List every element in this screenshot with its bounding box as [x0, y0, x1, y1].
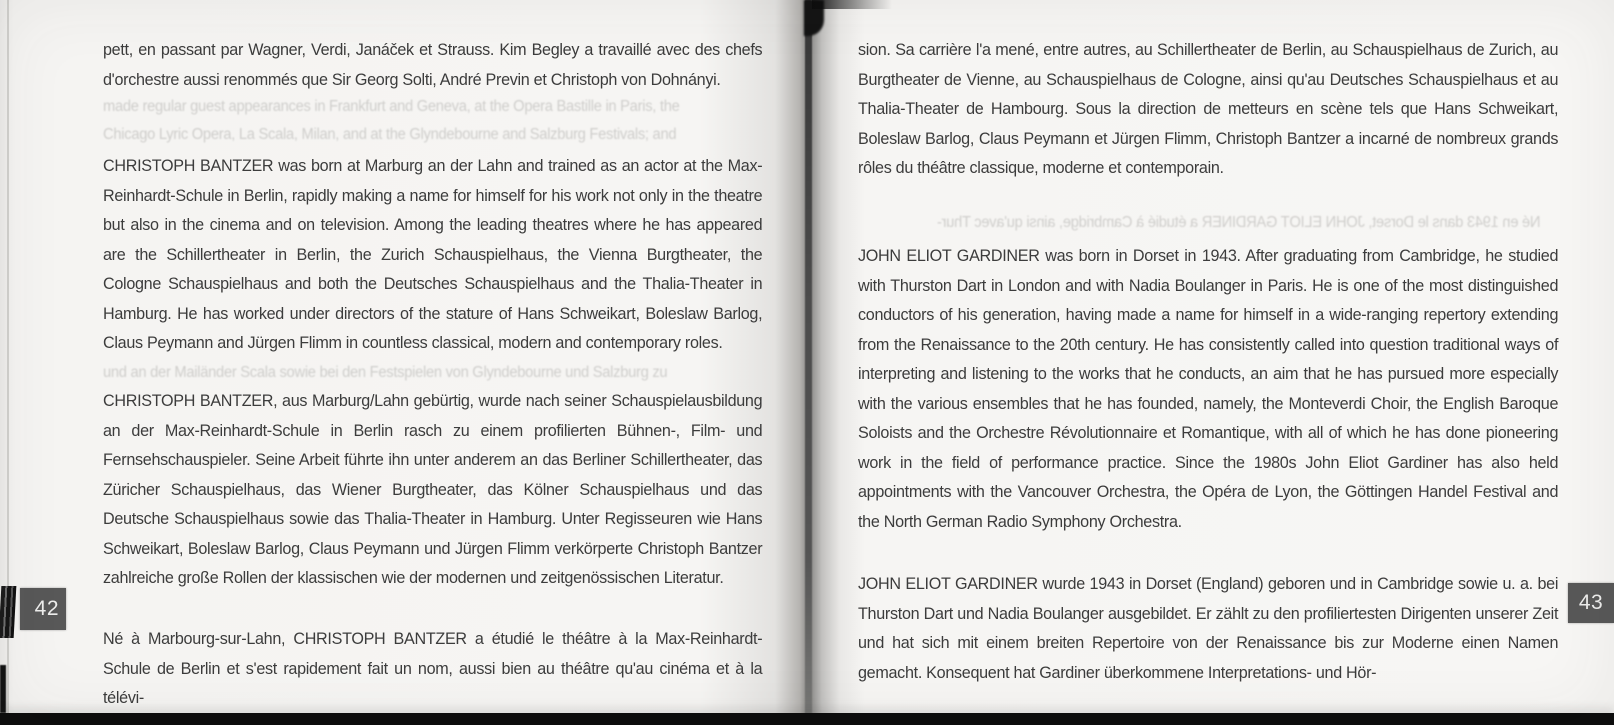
- ghost-showthrough-line: made regular guest appearances in Frankfurt and Geneva, at the Opera Bastille in Paris, the: [103, 98, 680, 115]
- left-scan-edge-mark: [0, 586, 16, 638]
- ghost-showthrough-line: und an der Mailänder Scala sowie bei den Festspielen von Glyndebourne und Salzburg zu: [103, 364, 668, 381]
- paragraph-begley-french-end: pett, en passant par Wagner, Verdi, Janáček et Strauss. Kim Begley a travaillé avec des chefs d'orchestre aussi renommés que Sir Georg Solti, André Previn et Christoph von Dohnányi.: [103, 40, 763, 89]
- paragraph-bantzer-german: CHRISTOPH BANTZER, aus Marburg/Lahn gebürtig, wurde nach seiner Schauspielausbildung an der Max-Reinhardt-Schule in Berlin rasch zu einem profilierten Bühnen-, Film- und Fernsehschauspieler. Seine Arbeit führte ihn unter anderem an das Berliner Schillertheater, das Züricher Schauspielhaus, das Wiener Burgtheater, das Kölner Schauspielhaus und das Deutsche Schauspielhaus sowie das Thalia-Theater in Hamburg. Unter Regisseuren wie Hans Schweikart, Boleslaw Barlog, Claus Peymann und Jürgen Flimm verkörperte Christoph Bantzer zahlreiche große Rollen der klassischen wie der modernen und zeitgenössischen Literatur.: [103, 391, 763, 587]
- page-number-badge-left: 42: [20, 588, 66, 630]
- page-number-badge-right: 43: [1568, 583, 1614, 623]
- paragraph-gardiner-german-start: JOHN ELIOT GARDINER wurde 1943 in Dorset (England) geboren und in Cambridge sowie u. a. bei Thurston Dart und Nadia Boulanger ausgebildet. Er zählt zu den profiliertesten Dirigenten unserer Zeit und hat sich mit einem breiten Repertoire von der Renaissance bis zur Moderne einen Namen gemacht. Konsequent hat Gardiner überkommene Interpretations- und Hör-: [858, 574, 1559, 682]
- ghost-showthrough-line-mirrored: Né en 1943 dans le Dorset, JOHN ELIOT GARDINER a étudié à Cambridge, ainsi qu'avec Thur-: [937, 214, 1541, 231]
- left-scan-edge-bottom-mark: [0, 665, 6, 713]
- bottom-scan-edge: [0, 713, 1614, 725]
- ghost-showthrough-line: Chicago Lyric Opera, La Scala, Milan, and at the Glyndebourne and Salzburg Festivals; and: [103, 126, 677, 143]
- paragraph-bantzer-french-end: sion. Sa carrière l'a mené, entre autres, au Schillertheater de Berlin, au Schauspielhaus de Zurich, au Burgtheater de Vienne, au Schauspielhaus de Cologne, ainsi qu'au Deutsches Schauspielhaus et au Thalia-Theater de Hambourg. Sous la direction de metteurs en scène tels que Hans Schweikart, Boleslaw Barlog, Claus Peymann et Jürgen Flimm, Christoph Bantzer a incarné de nombreux grands rôles du théâtre classique, moderne et contemporain.: [858, 40, 1559, 177]
- paragraph-gardiner-english: JOHN ELIOT GARDINER was born in Dorset in 1943. After graduating from Cambridge, he studied with Thurston Dart in London and with Nadia Boulanger in Paris. He is one of the most distinguished conductors of his generation, having made a name for himself in a wide-ranging repertory extending from the Renaissance to the 20th century. He has consistently called into question traditional ways of interpreting and listening to the works that he conducts, an aim that he has pursued more especially with the various ensembles that he has founded, namely, the Monteverdi Choir, the English Baroque Soloists and the Orchestre Révolutionnaire et Romantique, with all of which he has done pioneering work in the field of performance practice. Since the 1980s John Eliot Gardiner has also held appointments with the Vancouver Orchestra, the Opéra de Lyon, the Göttingen Handel Festival and the North German Radio Symphony Orchestra.: [858, 246, 1559, 531]
- spine-gutter: [805, 0, 812, 725]
- spine-top-edge-shadow: [812, 0, 892, 9]
- paragraph-bantzer-french-start: Né à Marbourg-sur-Lahn, CHRISTOPH BANTZER a étudié le théâtre à la Max-Reinhardt-Schule de Berlin et s'est rapidement fait un nom, aussi bien au théâtre qu'au cinéma et à la télévi-: [103, 629, 763, 707]
- paragraph-bantzer-english: CHRISTOPH BANTZER was born at Marburg an der Lahn and trained as an actor at the Max-Reinhardt-Schule in Berlin, rapidly making a name for himself for his work not only in the theatre but also in the cinema and on television. Among the leading theatres where he has appeared are the Schillertheater in Berlin, the Zurich Schauspielhaus, the Vienna Burgtheater, the Cologne Schauspielhaus and both the Deutsches Schauspielhaus and the Thalia-Theater in Hamburg. He has worked under directors of the stature of Hans Schweikart, Boleslaw Barlog, Claus Peymann and Jürgen Flimm in countless classical, modern and contemporary roles.: [103, 156, 763, 352]
